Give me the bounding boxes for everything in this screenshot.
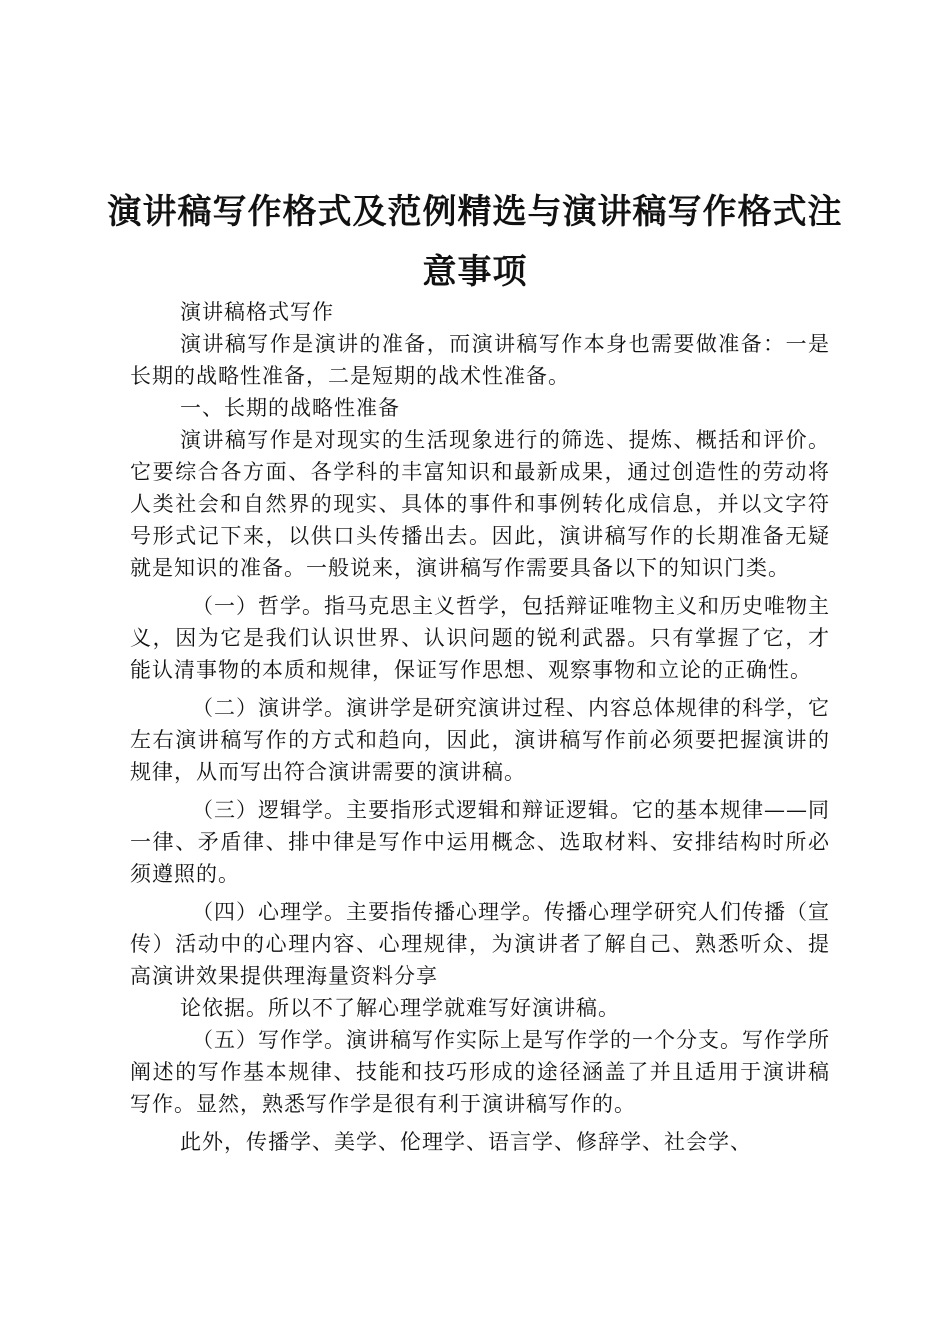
document-body	[130, 296, 830, 1158]
paragraph-writing-studies: （五）写作学。演讲稿写作实际上是写作学的一个分支。写作学所阐述的写作基本规律、技能和技巧形成的途径涵盖了并且适用于演讲稿写作。显然，熟悉写作学是很有利于演讲稿写作的。	[130, 1028, 830, 1116]
paragraph-intro: 演讲稿写作是演讲的准备，而演讲稿写作本身也需要做准备：一是长期的战略性准备，二是短期的战术性准备。	[130, 332, 830, 388]
paragraph-philosophy: （一）哲学。指马克思主义哲学，包括辩证唯物主义和历史唯物主义，因为它是我们认识世界、认识问题的锐利武器。只有掌握了它，才能认清事物的本质和规律，保证写作思想、观察事物和立论的正确性。	[130, 594, 830, 682]
paragraph-psychology: （四）心理学。主要指传播心理学。传播心理学研究人们传播（宣传）活动中的心理内容、心理规律，为演讲者了解自己、熟悉听众、提高演讲效果提供理海量资料分享	[130, 900, 830, 988]
paragraph-knowledge: 演讲稿写作是对现实的生活现象进行的筛选、提炼、概括和评价。它要综合各方面、各学科的丰富知识和最新成果，通过创造性的劳动将人类社会和自然界的现实、具体的事件和事例转化成信息，并以文字符号形式记下来，以供口头传播出去。因此，演讲稿写作的长期准备无疑就是知识的准备。一般说来，演讲稿写作需要具备以下的知识门类。	[130, 428, 830, 580]
document-title: 演讲稿写作格式及范例精选与演讲稿写作格式注意事项	[107, 192, 843, 292]
paragraph-logic: （三）逻辑学。主要指形式逻辑和辩证逻辑。它的基本规律——同一律、矛盾律、排中律是写作中运用概念、选取材料、安排结构时所必须遵照的。	[130, 798, 830, 886]
paragraph-speech-studies: （二）演讲学。演讲学是研究演讲过程、内容总体规律的科学，它左右演讲稿写作的方式和趋向，因此，演讲稿写作前必须要把握演讲的规律，从而写出符合演讲需要的演讲稿。	[130, 696, 830, 784]
paragraph-other-disciplines: 此外，传播学、美学、伦理学、语言学、修辞学、社会学、	[180, 1130, 752, 1154]
paragraph-subtitle: 演讲稿格式写作	[180, 300, 334, 324]
section-heading: 一、长期的战略性准备	[180, 396, 400, 420]
paragraph-psychology-cont: 论依据。所以不了解心理学就难写好演讲稿。	[180, 996, 620, 1020]
